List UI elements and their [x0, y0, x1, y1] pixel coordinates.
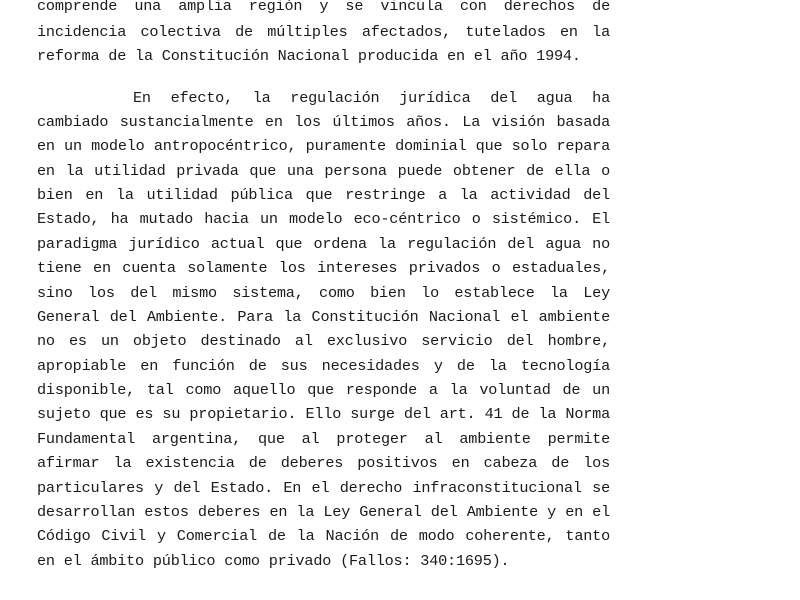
paragraph-2-line: no es un objeto destinado al exclusivo servicio del hombre,	[37, 332, 610, 350]
paragraph-1-line: reforma de la Constitución Nacional producida en el año 1994.	[37, 47, 581, 65]
paragraph-2-line: particulares y del Estado. En el derecho infraconstitucional se	[37, 479, 610, 497]
paragraph-2-line: bien en la utilidad pública que restringe a la actividad del	[37, 186, 610, 204]
paragraph-2-line: General del Ambiente. Para la Constitución Nacional el ambiente	[37, 308, 610, 326]
paragraph-1-line: comprende una amplia región y se vincula con derechos de	[37, 0, 610, 15]
paragraph-2-line: paradigma jurídico actual que ordena la regulación del agua no	[37, 235, 610, 253]
paragraph-2-line: Fundamental argentina, que al proteger al ambiente permite	[37, 430, 610, 448]
paragraph-2-line: sino los del mismo sistema, como bien lo establece la Ley	[37, 284, 610, 302]
paragraph-2-line-indented: En efecto, la regulación jurídica del agua ha	[133, 89, 610, 107]
paragraph-2-line: en el ámbito público como privado (Fallos: 340:1695).	[37, 552, 510, 570]
paragraph-2-line: en un modelo antropocéntrico, puramente dominial que solo repara	[37, 137, 610, 155]
paragraph-2-line: Código Civil y Comercial de la Nación de modo coherente, tanto	[37, 527, 610, 545]
paragraph-2-line: tiene en cuenta solamente los intereses privados o estaduales,	[37, 259, 610, 277]
paragraph-2-line: Estado, ha mutado hacia un modelo eco-céntrico o sistémico. El	[37, 210, 610, 228]
paragraph-2-line: apropiable en función de sus necesidades y de la tecnología	[37, 357, 610, 375]
paragraph-2-line: sujeto que es su propietario. Ello surge del art. 41 de la Norma	[37, 405, 610, 423]
paragraph-2-line: afirmar la existencia de deberes positivos en cabeza de los	[37, 454, 610, 472]
paragraph-2-line: desarrollan estos deberes en la Ley General del Ambiente y en el	[37, 503, 610, 521]
paragraph-1-line: incidencia colectiva de múltiples afectados, tutelados en la	[37, 23, 610, 41]
paragraph-2-line: en la utilidad privada que una persona puede obtener de ella o	[37, 162, 610, 180]
paragraph-2-line: disponible, tal como aquello que responde a la voluntad de un	[37, 381, 610, 399]
paragraph-2-line: cambiado sustancialmente en los últimos años. La visión basada	[37, 113, 610, 131]
